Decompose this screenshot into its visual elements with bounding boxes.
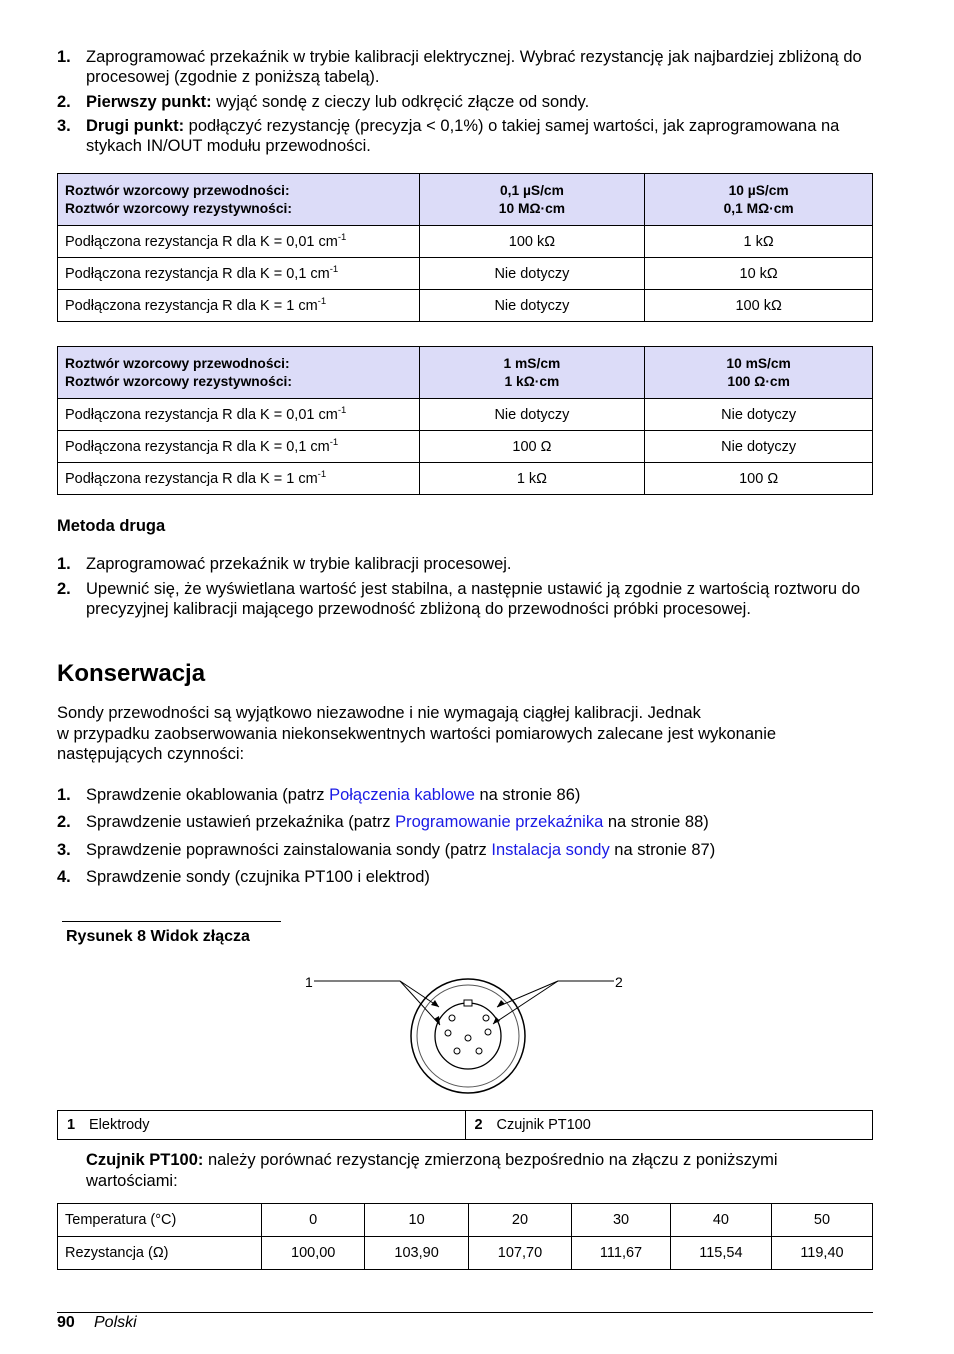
pin-electrode: [445, 1030, 451, 1036]
table-row: Podłączona rezystancja R dla K = 0,01 $cm^{-1}$ 100 kΩ 1 kΩ: [58, 226, 873, 258]
table-row: Podłączona rezystancja R dla K = 1 $cm^{-1}$ 1 kΩ 100 Ω: [58, 463, 873, 495]
method-2-step-2: 2. Upewnić się, że wyświetlana wartość jest stabilna, a następnie ustawić ją zgodnie z wartością roztworu do precyzyjnej kalibracji mającego przewodność zbliżoną do przewodności próbki procesowej.: [57, 580, 861, 618]
table-row: Podłączona rezystancja R dla K = 0,1 $cm^{-1}$ Nie dotyczy 10 kΩ: [58, 258, 873, 290]
resistance-row: Rezystancja (Ω) 100,00 103,90 107,70 111,67 115,54 119,40: [58, 1237, 873, 1270]
pin: [454, 1048, 460, 1054]
connector-diagram: [300, 966, 630, 1100]
pin-pt100: [485, 1029, 491, 1035]
figure-legend: [57, 1110, 873, 1140]
header-label: Roztwór wzorcowy przewodności: Roztwór wzorcowy rezystywności:: [58, 174, 420, 226]
method-2-step-1: 1. Zaprogramować przekaźnik w trybie kalibracji procesowej.: [57, 555, 512, 573]
figure-caption: Rysunek 8 Widok złącza: [66, 928, 250, 945]
link-relay-programming[interactable]: Programowanie przekaźnika: [395, 813, 604, 831]
section-title: Konserwacja: [57, 660, 206, 687]
intro-paragraph: Sondy przewodności są wyjątkowo niezawodne i nie wymagają ciągłej kalibracji. Jednak w przypadku zaobserwowania niekonsekwentnych wartości pomiarowych zalecane jest wykonanie następujących czynności:: [57, 704, 777, 763]
pin-center: [465, 1035, 471, 1041]
pin-pt100: [483, 1015, 489, 1021]
table-row: Podłączona rezystancja R dla K = 1 $cm^{-1}$ Nie dotyczy 100 kΩ: [58, 290, 873, 322]
step-1: 1. Zaprogramować przekaźnik w trybie kalibracji elektrycznej. Wybrać rezystancję jak najbardziej zbliżoną do procesowej (zgodnie z poniższą tabelą).: [57, 48, 862, 86]
page-number: 90: [57, 1314, 75, 1331]
method-2-heading: Metoda druga: [57, 517, 166, 535]
figure-rule: [62, 921, 281, 922]
header-col-2: 10 µS/cm 0,1 MΩ·cm: [645, 174, 873, 226]
table-header-row: [58, 347, 873, 399]
callout-label-2: 2: [615, 974, 623, 990]
check-step-1: 1. Sprawdzenie okablowania (patrz Połączenia kablowe na stronie 86): [57, 786, 581, 804]
header-col-2: 10 mS/cm 100 Ω·cm: [645, 347, 873, 399]
header-col-1: 0,1 µS/cm 10 MΩ·cm: [419, 174, 645, 226]
resistance-table-2: [57, 346, 873, 495]
link-cable-connections[interactable]: Połączenia kablowe: [329, 786, 475, 804]
step-3: 3. Drugi punkt: podłączyć rezystancję (precyzja < 0,1%) o takiej samej wartości, jak zaprogramowana na stykach IN/OUT modułu przewodności.: [57, 117, 840, 155]
check-step-3: 3. Sprawdzenie poprawności zainstalowania sondy (patrz Instalacja sondy na stronie 87): [57, 841, 716, 859]
check-step-2: 2. Sprawdzenie ustawień przekaźnika (patrz Programowanie przekaźnika na stronie 88): [57, 813, 709, 831]
footer-language: Polski: [94, 1314, 137, 1331]
pin-electrode: [449, 1015, 455, 1021]
table-row: Podłączona rezystancja R dla K = 0,1 $cm^{-1}$ 100 Ω Nie dotyczy: [58, 431, 873, 463]
header-label: Roztwór wzorcowy przewodności: Roztwór wzorcowy rezystywności:: [58, 347, 420, 399]
legend-item: 1 Elektrody: [58, 1111, 466, 1140]
temperature-row: Temperatura (°C) 0 10 20 30 40 50: [58, 1204, 873, 1237]
pt100-note: Czujnik PT100: należy porównać rezystancję zmierzoną bezpośrednio na złączu z poniższymi wartościami:: [86, 1151, 778, 1190]
callout-label-1: 1: [305, 974, 313, 990]
check-step-4: 4. Sprawdzenie sondy (czujnika PT100 i elektrod): [57, 868, 430, 886]
connector-key: [464, 1000, 472, 1006]
link-probe-installation[interactable]: Instalacja sondy: [491, 841, 610, 859]
pin: [476, 1048, 482, 1054]
pt100-table: [57, 1203, 873, 1270]
table-header-row: [58, 174, 873, 226]
legend-item: 2 Czujnik PT100: [465, 1111, 873, 1140]
footer-rule: [57, 1312, 873, 1313]
step-2: 2. Pierwszy punkt: wyjąć sondę z cieczy lub odkręcić złącze od sondy.: [57, 93, 590, 111]
arrowhead: [431, 1000, 439, 1007]
arrowhead: [497, 1000, 505, 1007]
table-row: Podłączona rezystancja R dla K = 0,01 $cm^{-1}$ Nie dotyczy Nie dotyczy: [58, 399, 873, 431]
header-col-1: 1 mS/cm 1 kΩ·cm: [419, 347, 645, 399]
resistance-table-1: [57, 173, 873, 322]
